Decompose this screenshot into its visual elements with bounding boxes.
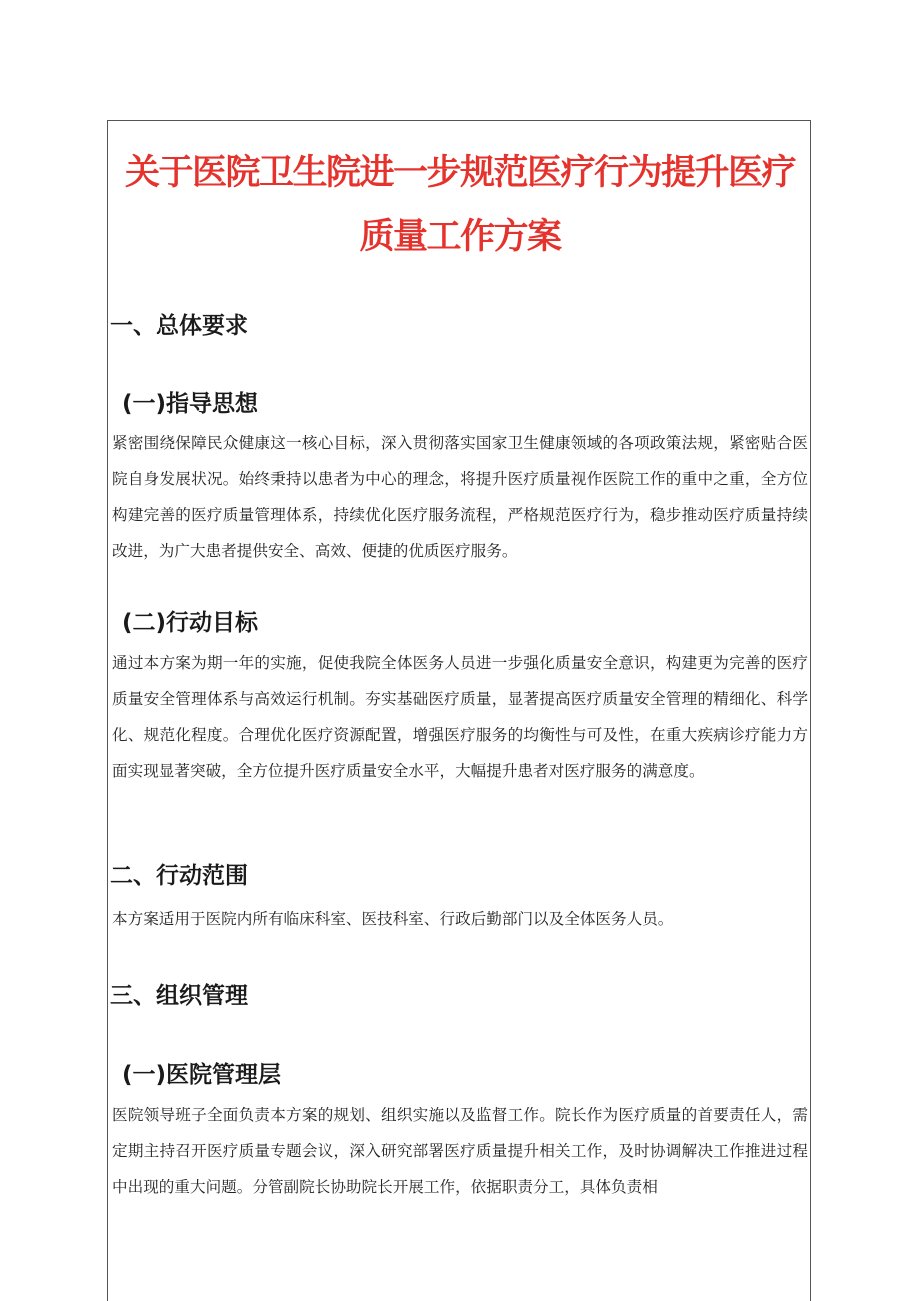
paragraph-hospital-management: 医院领导班子全面负责本方案的规划、组织实施以及监督工作。院长作为医疗质量的首要责任人，需定期主持召开医疗质量专题会议，深入研究部署医疗质量提升相关工作，及时协调解决工作推进过程中出现的重大问题。分管副院长协助院长开展工作，依据职责分工，具体负责相 — [112, 1106, 808, 1196]
document-title-line-1: 关于医院卫生院进一步规范医疗行为提升医疗 — [124, 153, 795, 193]
document-title-line-2: 质量工作方案 — [359, 217, 561, 257]
subsection-heading-guiding-ideology: (一)指导思想 — [122, 391, 259, 417]
document-frame — [107, 120, 811, 1301]
paragraph-action-goals: 通过本方案为期一年的实施，促使我院全体医务人员进一步强化质量安全意识，构建更为完善的医疗质量安全管理体系与高效运行机制。夯实基础医疗质量，显著提高医疗质量安全管理的精细化、科学化、规范化程度。合理优化医疗资源配置，增强医疗服务的均衡性与可及性，在重大疾病诊疗能力方面实现显著突破，全方位提升医疗质量安全水平，大幅提升患者对医疗服务的满意度。 — [112, 654, 808, 780]
section-heading-organization-management: 三、组织管理 — [110, 983, 248, 1009]
subsection-heading-hospital-management: (一)医院管理层 — [122, 1062, 282, 1088]
subsection-heading-action-goals: (二)行动目标 — [122, 610, 259, 636]
section-heading-general-requirements: 一、总体要求 — [110, 313, 248, 339]
paragraph-guiding-ideology: 紧密围绕保障民众健康这一核心目标，深入贯彻落实国家卫生健康领域的各项政策法规，紧密贴合医院自身发展状况。始终秉持以患者为中心的理念，将提升医疗质量视作医院工作的重中之重，全方位构建完善的医疗质量管理体系，持续优化医疗服务流程，严格规范医疗行为，稳步推动医疗质量持续改进，为广大患者提供安全、高效、便捷的优质医疗服务。 — [112, 434, 808, 560]
paragraph-action-scope: 本方案适用于医院内所有临床科室、医技科室、行政后勤部门以及全体医务人员。 — [112, 910, 674, 928]
section-heading-action-scope: 二、行动范围 — [110, 863, 248, 889]
